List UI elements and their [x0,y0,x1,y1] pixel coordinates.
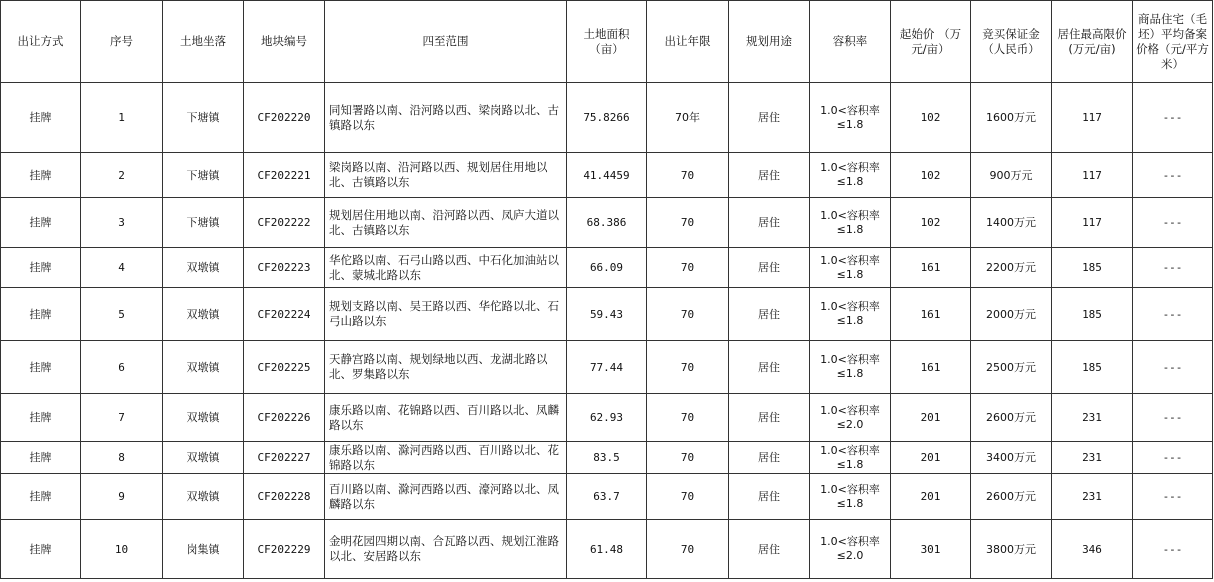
cell-start-price: 102 [891,198,971,248]
header-row [1,1,1213,83]
cell-start-price: 301 [891,520,971,579]
cell-far: 1.0<容积率≤2.0 [810,520,891,579]
cell-avg-price: --- [1133,153,1213,198]
cell-code: CF202228 [244,474,325,520]
cell-area: 68.386 [567,198,647,248]
cell-far: 1.0<容积率≤1.8 [810,153,891,198]
cell-no: 4 [81,248,163,288]
cell-years: 70 [647,520,729,579]
cell-location: 双墩镇 [163,442,244,474]
cell-area: 41.4459 [567,153,647,198]
cell-location: 双墩镇 [163,341,244,394]
cell-location: 双墩镇 [163,248,244,288]
cell-code: CF202229 [244,520,325,579]
cell-use: 居住 [729,153,810,198]
cell-area: 75.8266 [567,83,647,153]
cell-code: CF202221 [244,153,325,198]
cell-max-price: 185 [1052,341,1133,394]
cell-area: 61.48 [567,520,647,579]
cell-years: 70 [647,153,729,198]
cell-max-price: 231 [1052,442,1133,474]
header-far: 容积率 [810,1,891,83]
cell-use: 居住 [729,248,810,288]
cell-area: 66.09 [567,248,647,288]
header-max-price: 居住最高限价(万元/亩) [1052,1,1133,83]
cell-avg-price: --- [1133,288,1213,341]
cell-code: CF202224 [244,288,325,341]
cell-no: 5 [81,288,163,341]
header-area: 土地面积（亩） [567,1,647,83]
cell-far: 1.0<容积率≤2.0 [810,394,891,442]
cell-avg-price: --- [1133,442,1213,474]
cell-max-price: 117 [1052,83,1133,153]
cell-code: CF202225 [244,341,325,394]
cell-deposit: 1400万元 [971,198,1052,248]
cell-area: 83.5 [567,442,647,474]
cell-max-price: 117 [1052,153,1133,198]
cell-years: 70 [647,288,729,341]
cell-avg-price: --- [1133,83,1213,153]
cell-years: 70 [647,248,729,288]
cell-no: 9 [81,474,163,520]
cell-location: 双墩镇 [163,474,244,520]
cell-location: 岗集镇 [163,520,244,579]
cell-years: 70年 [647,83,729,153]
cell-method: 挂牌 [1,248,81,288]
cell-use: 居住 [729,520,810,579]
cell-use: 居住 [729,394,810,442]
cell-start-price: 201 [891,474,971,520]
cell-use: 居住 [729,288,810,341]
table-row [1,288,1213,341]
header-code: 地块编号 [244,1,325,83]
cell-code: CF202223 [244,248,325,288]
table-row [1,394,1213,442]
table-row [1,474,1213,520]
cell-deposit: 900万元 [971,153,1052,198]
cell-max-price: 231 [1052,394,1133,442]
cell-method: 挂牌 [1,442,81,474]
cell-start-price: 201 [891,442,971,474]
header-use: 规划用途 [729,1,810,83]
cell-avg-price: --- [1133,520,1213,579]
cell-start-price: 161 [891,288,971,341]
cell-area: 59.43 [567,288,647,341]
cell-method: 挂牌 [1,153,81,198]
header-avg-price: 商品住宅（毛坯）平均备案价格（元/平方米） [1133,1,1213,83]
header-range: 四至范围 [325,1,567,83]
cell-avg-price: --- [1133,198,1213,248]
cell-range: 梁岗路以南、沿河路以西、规划居住用地以北、古镇路以东 [325,153,567,198]
cell-no: 8 [81,442,163,474]
cell-start-price: 201 [891,394,971,442]
cell-range: 金明花园四期以南、合瓦路以西、规划江淮路以北、安居路以东 [325,520,567,579]
cell-far: 1.0<容积率≤1.8 [810,288,891,341]
header-location: 土地坐落 [163,1,244,83]
cell-no: 10 [81,520,163,579]
cell-far: 1.0<容积率≤1.8 [810,474,891,520]
cell-method: 挂牌 [1,288,81,341]
cell-area: 63.7 [567,474,647,520]
cell-use: 居住 [729,442,810,474]
cell-use: 居住 [729,198,810,248]
cell-far: 1.0<容积率≤1.8 [810,83,891,153]
cell-no: 6 [81,341,163,394]
cell-range: 规划居住用地以南、沿河路以西、凤庐大道以北、古镇路以东 [325,198,567,248]
cell-use: 居住 [729,83,810,153]
cell-method: 挂牌 [1,474,81,520]
cell-max-price: 346 [1052,520,1133,579]
cell-start-price: 102 [891,83,971,153]
cell-years: 70 [647,341,729,394]
table-row [1,442,1213,474]
cell-avg-price: --- [1133,248,1213,288]
cell-no: 3 [81,198,163,248]
cell-no: 2 [81,153,163,198]
cell-deposit: 3800万元 [971,520,1052,579]
cell-years: 70 [647,442,729,474]
cell-code: CF202220 [244,83,325,153]
cell-years: 70 [647,474,729,520]
cell-avg-price: --- [1133,474,1213,520]
cell-no: 7 [81,394,163,442]
header-no: 序号 [81,1,163,83]
table-row [1,153,1213,198]
header-method: 出让方式 [1,1,81,83]
table-row [1,248,1213,288]
table-row [1,83,1213,153]
cell-deposit: 2600万元 [971,474,1052,520]
cell-range: 康乐路以南、花锦路以西、百川路以北、凤麟路以东 [325,394,567,442]
cell-location: 双墩镇 [163,288,244,341]
cell-range: 天静宫路以南、规划绿地以西、龙湖北路以北、罗集路以东 [325,341,567,394]
cell-start-price: 161 [891,341,971,394]
cell-method: 挂牌 [1,341,81,394]
header-start-price: 起始价 （万元/亩） [891,1,971,83]
cell-deposit: 2000万元 [971,288,1052,341]
cell-location: 双墩镇 [163,394,244,442]
cell-range: 百川路以南、滁河西路以西、濠河路以北、凤麟路以东 [325,474,567,520]
cell-deposit: 2200万元 [971,248,1052,288]
cell-deposit: 2500万元 [971,341,1052,394]
cell-max-price: 185 [1052,288,1133,341]
cell-avg-price: --- [1133,394,1213,442]
header-deposit: 竞买保证金（人民币） [971,1,1052,83]
cell-method: 挂牌 [1,520,81,579]
cell-range: 康乐路以南、滁河西路以西、百川路以北、花锦路以东 [325,442,567,474]
cell-far: 1.0<容积率≤1.8 [810,341,891,394]
cell-avg-price: --- [1133,341,1213,394]
cell-far: 1.0<容积率≤1.8 [810,198,891,248]
cell-deposit: 2600万元 [971,394,1052,442]
cell-max-price: 117 [1052,198,1133,248]
cell-start-price: 161 [891,248,971,288]
cell-use: 居住 [729,474,810,520]
table-row [1,341,1213,394]
cell-location: 下塘镇 [163,83,244,153]
cell-years: 70 [647,198,729,248]
cell-method: 挂牌 [1,83,81,153]
cell-code: CF202222 [244,198,325,248]
cell-max-price: 185 [1052,248,1133,288]
cell-no: 1 [81,83,163,153]
cell-area: 62.93 [567,394,647,442]
cell-method: 挂牌 [1,394,81,442]
table-row [1,520,1213,579]
cell-start-price: 102 [891,153,971,198]
cell-code: CF202227 [244,442,325,474]
cell-use: 居住 [729,341,810,394]
cell-location: 下塘镇 [163,198,244,248]
cell-far: 1.0<容积率≤1.8 [810,248,891,288]
cell-years: 70 [647,394,729,442]
table-row [1,198,1213,248]
cell-range: 华佗路以南、石弓山路以西、中石化加油站以北、蒙城北路以东 [325,248,567,288]
cell-range: 同知署路以南、沿河路以西、梁岗路以北、古镇路以东 [325,83,567,153]
cell-code: CF202226 [244,394,325,442]
cell-range: 规划支路以南、吴王路以西、华佗路以北、石弓山路以东 [325,288,567,341]
cell-location: 下塘镇 [163,153,244,198]
cell-deposit: 3400万元 [971,442,1052,474]
cell-deposit: 1600万元 [971,83,1052,153]
cell-far: 1.0<容积率≤1.8 [810,442,891,474]
header-years: 出让年限 [647,1,729,83]
cell-method: 挂牌 [1,198,81,248]
cell-area: 77.44 [567,341,647,394]
cell-max-price: 231 [1052,474,1133,520]
